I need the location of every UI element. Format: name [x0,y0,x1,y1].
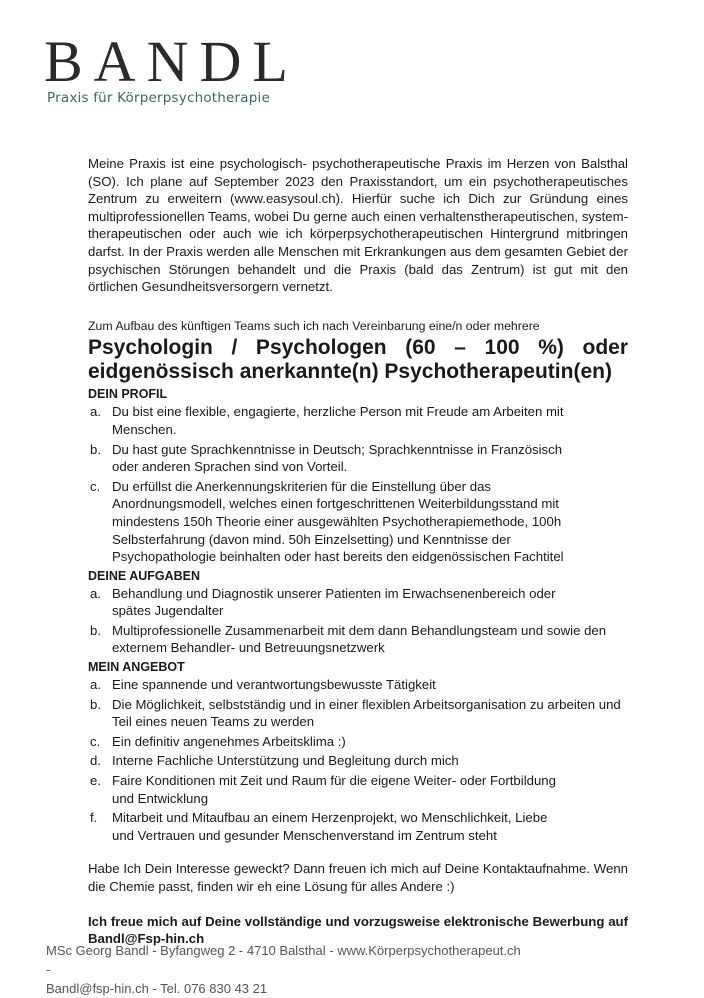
list-item-text: Behandlung und Diagnostik unserer Patienten im Erwachsenenbereich oder spätes Jugendalter [112,585,556,619]
profil-list [88,403,628,565]
aufgaben-list [88,585,628,657]
list-item [88,733,628,751]
list-marker: a. [90,404,101,420]
list-marker: b. [90,441,101,457]
lead-text: Zum Aufbau des künftigen Teams such ich nach Vereinbarung eine/n oder mehrere [88,318,540,333]
list-marker: b. [90,696,101,712]
list-item-text: Eine spannende und verantwortungsbewusste Tätigkeit [112,677,436,693]
list-marker: d. [90,753,101,769]
footer-contact [46,941,526,998]
list-item [88,403,628,438]
list-item [88,809,628,844]
closing-paragraph: Habe Ich Dein Interesse geweckt? Dann freuen ich mich auf Deine Kontaktaufnahme. Wenn die Chemie passt, finden wir eh eine Lösung für alles Andere :) [88,861,628,894]
list-marker: e. [90,773,101,789]
document-body [88,155,628,961]
list-item-text: Multiprofessionelle Zusammenarbeit mit dem dann Behandlungsteam und sowie den externem Behandler- und Betreuungsnetzwerk [112,622,607,656]
list-item [88,478,628,566]
intro-paragraph: Meine Praxis ist eine psychologisch- psychotherapeutische Praxis im Herzen von Balsthal (SO). Ich plane auf September 2023 den Praxisstandort, um ein psychotherapeutisches Zentrum zu erweitern (www.easysoul.ch). Hierfür suche ich Dich zur Gründung eines multiprofessionellen Teams, wobei Du gerne auch einen verhaltenstherapeutischen, system- therapeutischen oder auch wie ich körperpsychotherapeutischen Hintergrund mitbringen darfst. In der Praxis werden alle Menschen mit Erkrankungen aus dem gesamten Gebiet der psychischen Störungen behandelt und die Praxis (bald das Zentrum) ist gut mit den örtlichen Gesundheitsversorgern vernetzt. [88,156,628,295]
list-item-text: Du hast gute Sprachkenntnisse in Deutsch; Sprachkenntnisse in Französisch oder anderen Sprachen sind von Vorteil. [112,441,563,475]
list-item-text: Die Möglichkeit, selbstständig und in einer flexiblen Arbeitsorganisation zu arbeiten und Teil eines neuen Teams zu werden [112,696,621,730]
list-item-text: Interne Fachliche Unterstützung und Begleitung durch mich [112,753,459,769]
section-title-aufgaben: DEINE AUFGABEN [88,568,201,583]
list-item [88,752,628,770]
list-item [88,441,628,476]
footer-line-address: MSc Georg Bandl - Byfangweg 2 - 4710 Balsthal - www.Körperpsychotherapeut.ch - [46,943,521,977]
logo [44,29,299,106]
list-item-text: Du erfüllst die Anerkennungskriterien für die Einstellung über das Anordnungsmodell, welches einen fortgeschrittenen Weiterbildungsstand mit mindestens 150h Theorie einer ausgewählten Psychotherapiemethode, 100h Selbsterfahrung (davon mind. 50h Einzelsetting) und Kenntnisse der Psychopathologie beinhalten oder hast bereits den eidgenössischen Fachtitel [112,478,564,565]
list-marker: c. [90,733,101,749]
list-item-text: Faire Konditionen mit Zeit und Raum für die eigene Weiter- oder Fortbildung und Entwicklung [112,773,556,806]
list-item [88,772,628,807]
list-marker: a. [90,677,101,693]
footer-line-contact: Bandl@fsp-hin.ch - Tel. 076 830 43 21 [46,981,268,996]
section-title-profil: DEIN PROFIL [88,387,168,402]
list-marker: b. [90,622,101,638]
list-marker: c. [90,478,101,494]
list-marker: a. [90,585,101,601]
logo-title: BANDL [44,29,299,94]
list-item-text: Du bist eine flexible, engagierte, herzliche Person mit Freude am Arbeiten mit Menschen. [112,404,564,437]
job-headline: Psychologin / Psychologen (60 – 100 %) oder eidgenössisch anerkannte(n) Psychotherapeutin(en) [88,336,628,384]
application-call-to-action: Ich freue mich auf Deine vollständige und vorzugsweise elektronische Bewerbung auf Bandl@Fsp-hin.ch [88,913,628,947]
section-title-angebot: MEIN ANGEBOT [88,660,185,675]
angebot-list [88,676,628,844]
list-item [88,676,628,694]
list-item-text: Mitarbeit und Mitaufbau an einem Herzenprojekt, wo Menschlichkeit, Liebe und Vertrauen und gesunder Menschenverstand im Zentrum steht [112,810,548,843]
list-marker: f. [90,810,98,826]
list-item-text: Ein definitiv angenehmes Arbeitsklima :) [112,733,346,749]
list-item [88,696,628,731]
logo-subtitle: Praxis für Körperpsychotherapie [47,90,270,106]
list-item [88,622,628,657]
list-item [88,585,628,620]
